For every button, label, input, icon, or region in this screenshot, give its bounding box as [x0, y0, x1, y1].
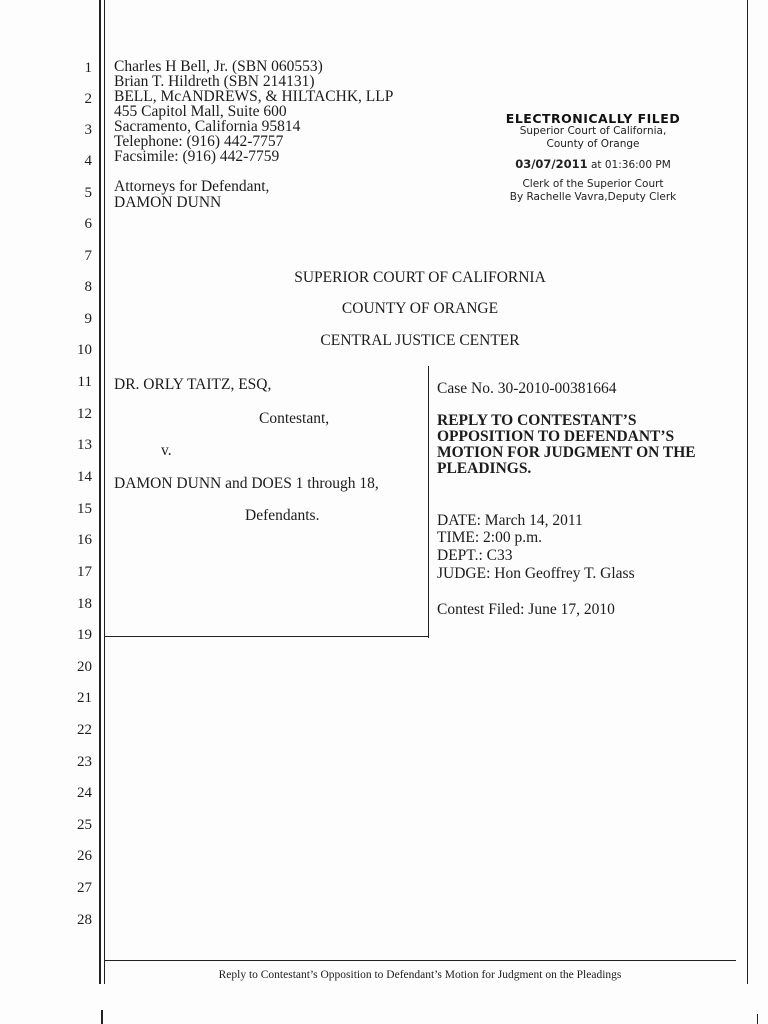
- document-title-line: MOTION FOR JUDGMENT ON THE: [437, 444, 696, 461]
- line-number: 26: [77, 848, 92, 864]
- stamp-court: Superior Court of California,: [519, 125, 667, 137]
- case-number: Case No. 30-2010-00381664: [437, 380, 617, 397]
- court-county: COUNTY OF ORANGE: [341, 300, 499, 317]
- line-number: 9: [84, 311, 92, 327]
- attorney-line: Telephone: (916) 442-7757: [114, 133, 284, 150]
- document-title-line: PLEADINGS.: [437, 460, 532, 477]
- plaintiff-role: Contestant,: [259, 410, 330, 427]
- plaintiff-name: DR. ORLY TAITZ, ESQ,: [114, 376, 272, 393]
- attorneys-for-label: Attorneys for Defendant,: [114, 178, 270, 195]
- stamp-clerk: Clerk of the Superior Court: [522, 178, 664, 190]
- attorney-line: BELL, McANDREWS, & HILTACHK, LLP: [114, 88, 394, 105]
- stamp-title: ELECTRONICALLY FILED: [505, 111, 681, 126]
- line-number: 20: [77, 659, 92, 675]
- line-number: 27: [77, 880, 92, 896]
- line-number: 13: [77, 437, 92, 453]
- stamp-deputy: By Rachelle Vavra,Deputy Clerk: [509, 191, 677, 203]
- line-number: 6: [84, 216, 92, 232]
- hearing-time: TIME: 2:00 p.m.: [437, 529, 543, 546]
- stamp-date: 03/07/2011: [515, 157, 588, 171]
- hearing-date: DATE: March 14, 2011: [437, 512, 583, 529]
- court-name: SUPERIOR COURT OF CALIFORNIA: [294, 269, 546, 286]
- line-number: 23: [77, 754, 92, 770]
- stamp-datetime: [498, 158, 688, 172]
- line-number: 17: [77, 564, 92, 580]
- line-number: 16: [77, 532, 92, 548]
- line-number: 2: [84, 91, 92, 107]
- stamp-county: County of Orange: [546, 138, 640, 150]
- contest-filed: Contest Filed: June 17, 2010: [437, 601, 615, 618]
- line-number: 5: [84, 185, 92, 201]
- line-number: 7: [84, 248, 92, 264]
- line-number: 14: [77, 469, 92, 485]
- footer-rule: [104, 960, 736, 961]
- hearing-dept: DEPT.: C33: [437, 547, 513, 564]
- right-margin-rule: [747, 0, 748, 984]
- line-number: 15: [77, 501, 92, 517]
- left-margin-rule-inner: [104, 0, 105, 984]
- defendant-role: Defendants.: [245, 507, 320, 524]
- line-number: 28: [77, 912, 92, 928]
- line-number: 18: [77, 596, 92, 612]
- line-number: 24: [77, 785, 92, 801]
- hearing-judge: JUDGE: Hon Geoffrey T. Glass: [437, 565, 635, 582]
- versus: v.: [161, 442, 172, 459]
- attorney-line: Sacramento, California 95814: [114, 118, 301, 135]
- line-number: 22: [77, 722, 92, 738]
- left-margin-rule-outer: [99, 0, 101, 984]
- court-division: CENTRAL JUSTICE CENTER: [320, 332, 520, 349]
- attorney-line: Brian T. Hildreth (SBN 214131): [114, 73, 315, 90]
- defendant-name: DAMON DUNN and DOES 1 through 18,: [114, 475, 379, 492]
- page-footer: Reply to Contestant’s Opposition to Defendant’s Motion for Judgment on the Pleadings: [218, 969, 622, 981]
- attorney-line: 455 Capitol Mall, Suite 600: [114, 103, 287, 120]
- bottom-fragment-right: [757, 1014, 758, 1024]
- line-number: 10: [77, 342, 92, 358]
- line-number: 1: [84, 60, 92, 76]
- electronic-filing-stamp: [498, 112, 688, 204]
- line-number: 19: [77, 627, 92, 643]
- attorneys-for-party: DAMON DUNN: [114, 194, 222, 211]
- line-number: 4: [84, 153, 92, 169]
- document-title-line: REPLY TO CONTESTANT’S: [437, 412, 637, 429]
- caption-divider-horizontal: [104, 636, 429, 637]
- document-title-line: OPPOSITION TO DEFENDANT’S: [437, 428, 675, 445]
- stamp-time: at 01:36:00 PM: [587, 159, 671, 171]
- line-number: 11: [77, 374, 92, 390]
- line-number: 25: [77, 817, 92, 833]
- bottom-fragment-left: [101, 1010, 103, 1024]
- line-number: 21: [77, 690, 92, 706]
- line-number: 3: [84, 122, 92, 138]
- caption-divider-vertical: [428, 366, 429, 638]
- line-number: 12: [77, 406, 92, 422]
- line-number: 8: [84, 279, 92, 295]
- attorney-line: Facsimile: (916) 442-7759: [114, 148, 280, 165]
- attorney-line: Charles H Bell, Jr. (SBN 060553): [114, 58, 323, 75]
